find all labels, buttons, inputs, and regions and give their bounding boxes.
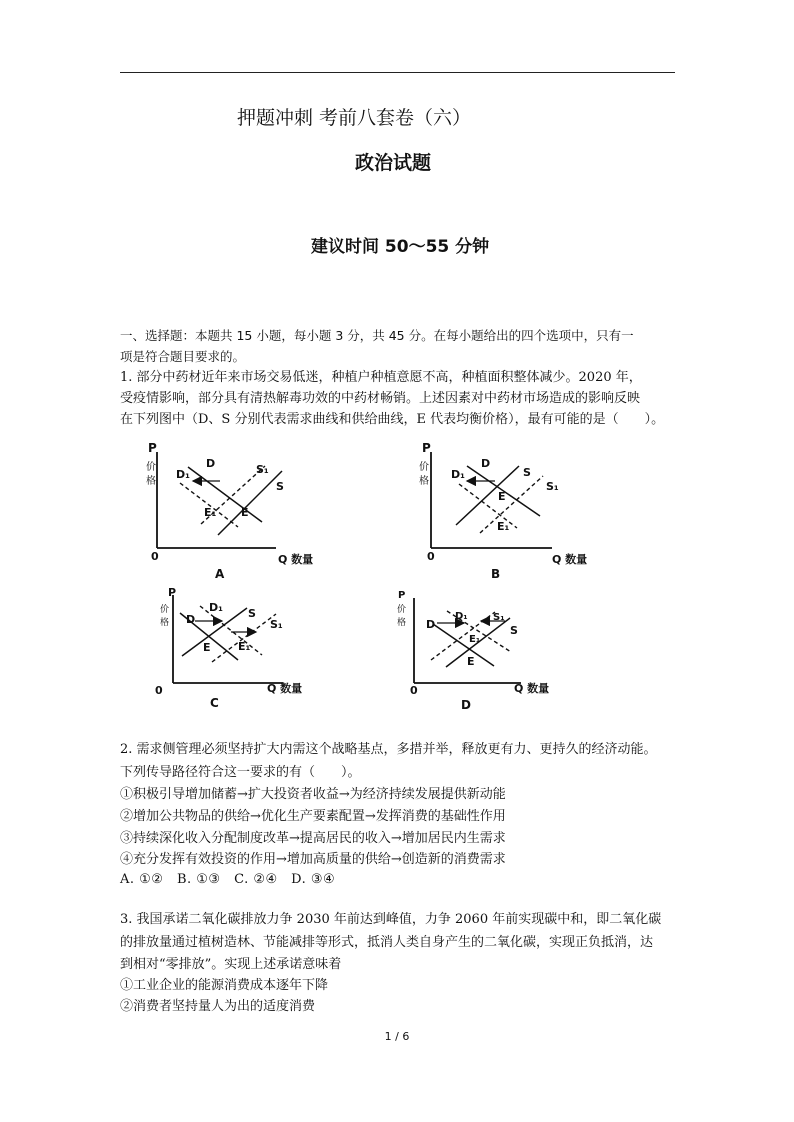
graph-c-y-sub2: 格: [160, 618, 170, 628]
q2-text-line2: 下列传导路径符合这一要求的有（ ）。: [120, 765, 361, 780]
q3-text-line1: 3. 我国承诺二氧化碳排放力争 2030 年前达到峰值，力争 2060 年前实现碳中和，即二氧化碳: [120, 912, 662, 927]
graph-a-x-label: Q 数量: [278, 553, 314, 566]
graph-a-label-s1: S₁: [256, 463, 269, 476]
graph-a-origin: 0: [151, 550, 159, 563]
time-note: 建议时间 50～55 分钟: [311, 237, 490, 257]
q2-item-3: ③持续深化收入分配制度改革→提高居民的收入→增加居民内生需求: [120, 831, 506, 846]
graph-d-label-d: D: [426, 618, 436, 631]
graph-a-label-d: D: [206, 457, 216, 470]
q2-item-2: ②增加公共物品的供给→优化生产要素配置→发挥消费的基础性作用: [120, 809, 506, 824]
graph-d-origin: 0: [410, 684, 418, 697]
graph-b-label-d1: D₁: [451, 468, 465, 481]
graph-b-option: B: [491, 567, 501, 581]
graph-d-y-label: P: [398, 590, 406, 601]
graph-a: [146, 441, 313, 581]
graph-c-label-e: E: [203, 641, 211, 654]
graph-d-label-d1: D₁: [455, 611, 468, 622]
graph-b-x-label: Q 数量: [552, 553, 588, 566]
graph-c-label-s1: S₁: [270, 618, 283, 631]
graph-d-x-label: Q 数量: [514, 682, 550, 695]
graph-c-y-label: P: [168, 586, 177, 599]
q1-text-line1: 1. 部分中药材近年来市场交易低迷，种植户种植意愿不高，种植面积整体减少。2020 年，: [120, 370, 642, 385]
subject-title: 政治试题: [355, 152, 432, 174]
graph-c-y-sub1: 价: [160, 605, 170, 615]
graph-d-demand-line: [433, 624, 494, 666]
graph-c-x-label: Q 数量: [267, 682, 303, 695]
graph-c-option: C: [210, 696, 219, 710]
graph-b-label-s: S: [523, 466, 531, 479]
graph-a-y-label: P: [148, 441, 157, 455]
graph-c-origin: 0: [155, 684, 163, 697]
graph-b-origin: 0: [427, 550, 435, 563]
graph-b-y-label: P: [422, 441, 431, 455]
graph-c-label-s: S: [248, 607, 256, 620]
graph-d-label-s: S: [510, 624, 518, 637]
graph-d-label-e: E: [467, 655, 475, 668]
graph-c-label-d: D: [186, 613, 196, 626]
graph-d-label-e1: E₁: [469, 634, 481, 645]
graph-a-label-e: E: [241, 506, 249, 519]
graph-b-label-e1: E₁: [497, 520, 510, 533]
q1-text-line2: 受疫情影响，部分具有清热解毒功效的中药材畅销。上述因素对中药材市场造成的影响反映: [120, 391, 641, 406]
series-title: 押题冲刺 考前八套卷（六）: [237, 107, 472, 129]
graph-a-demand-line: [188, 467, 262, 522]
graph-c-label-e1: E₁: [238, 640, 251, 653]
graph-d: [397, 590, 549, 712]
graph-d-option: D: [461, 698, 471, 712]
graph-b-label-e: E: [498, 490, 506, 503]
graph-a-label-e1: E₁: [204, 506, 217, 519]
q3-item-2: ②消费者坚持量人为出的适度消费: [120, 999, 316, 1014]
graph-a-label-s: S: [276, 480, 284, 493]
graph-b-label-s1: S₁: [546, 480, 559, 493]
q3-text-line3: 到相对“零排放”。实现上述承诺意味着: [120, 957, 342, 972]
graph-a-label-d1: D₁: [176, 468, 190, 481]
section-instructions-line2: 项是符合题目要求的。: [120, 349, 246, 364]
graph-d-label-s1: S₁: [493, 612, 505, 623]
graph-d-y-sub2: 格: [397, 618, 407, 628]
page-number: 1 / 6: [384, 1030, 410, 1043]
graph-a-y-sub2: 格: [146, 476, 156, 487]
graph-b-y-sub1: 价: [419, 462, 429, 473]
graph-c-label-d1: D₁: [209, 601, 223, 614]
q2-item-1: ①积极引导增加储蓄→扩大投资者收益→为经济持续发展提供新动能: [120, 787, 506, 802]
q1-text-line3: 在下列图中（D、S 分别代表需求曲线和供给曲线，E 代表均衡价格），最有可能的是（ ）。: [120, 412, 665, 427]
graph-a-y-sub1: 价: [146, 462, 156, 473]
graph-b-y-sub2: 格: [419, 476, 429, 487]
graph-d-y-sub1: 价: [397, 605, 407, 615]
q3-text-line2: 的排放量通过植树造林、节能减排等形式，抵消人类自身产生的二氧化碳，实现正负抵消，达: [120, 935, 654, 950]
graph-a-option: A: [215, 567, 225, 581]
graph-b: [419, 441, 587, 581]
section-instructions-line1: 一、选择题：本题共 15 小题，每小题 3 分，共 45 分。在每小题给出的四个选项中，只有一: [120, 328, 634, 343]
graph-a-supply-line: [218, 471, 282, 535]
q2-text-line1: 2. 需求侧管理必须坚持扩大内需这个战略基点，多措并举，释放更有力、更持久的经济动能。: [120, 742, 657, 757]
graph-a-demand1-dashed: [180, 483, 238, 527]
q2-options: A. ①② B. ①③ C. ②④ D. ③④: [120, 872, 336, 887]
q3-item-1: ①工业企业的能源消费成本逐年下降: [120, 978, 329, 993]
graph-b-label-d: D: [481, 457, 491, 470]
q2-item-4: ④充分发挥有效投资的作用→增加高质量的供给→创造新的消费需求: [120, 852, 506, 867]
graph-c: [155, 586, 302, 710]
